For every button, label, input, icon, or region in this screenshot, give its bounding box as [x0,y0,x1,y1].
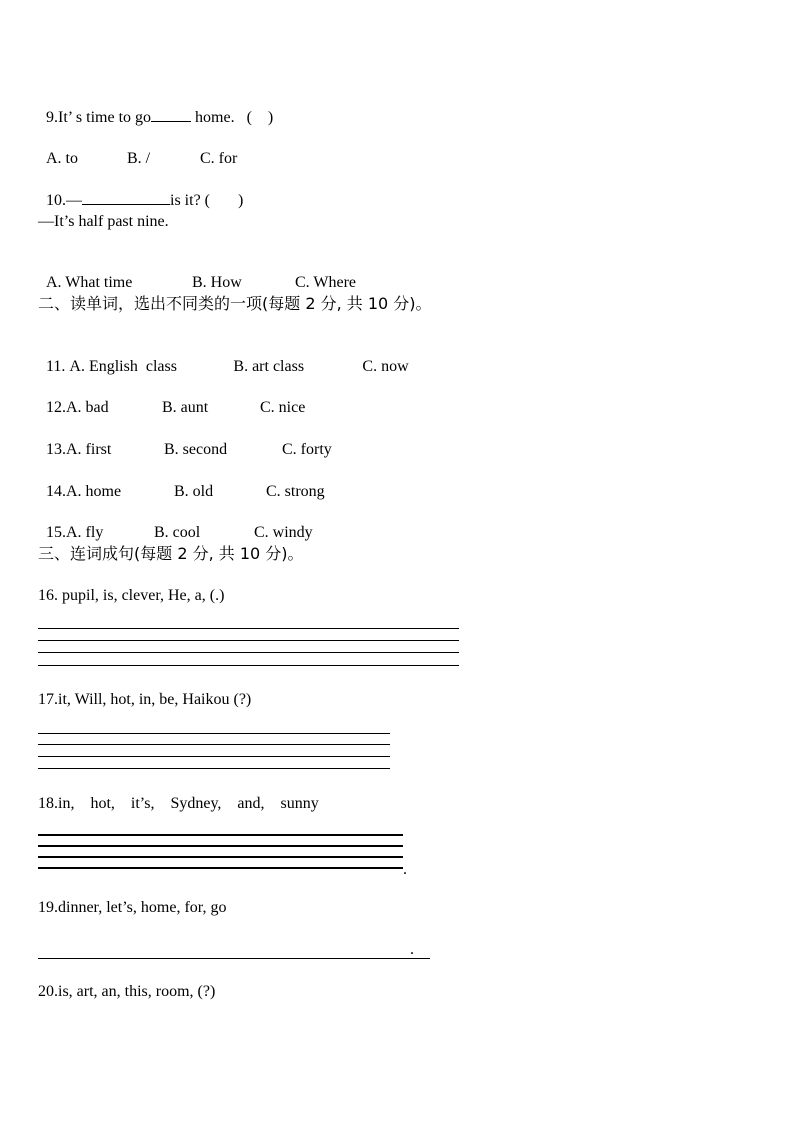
q14-option-a: A. home [66,483,122,500]
question-9 [38,87,273,128]
q12-number: 12. [46,399,66,416]
question-20: 20.is, art, an, this, room, (?) [38,983,216,1000]
q9-option-c: C. for [200,150,238,167]
question-19: 19.dinner, let’s, home, for, go [38,899,227,916]
q18-answer-line-3[interactable] [38,856,403,858]
q10-stem-start: 10.— [46,192,82,209]
q17-answer-line-2[interactable] [38,744,390,745]
q10-stem-end: is it? ( ) [170,192,244,209]
q12-option-a: A. bad [66,399,109,416]
q11-number: 11. [46,358,70,375]
q12-option-c: C. nice [260,399,306,416]
q19-answer-line[interactable] [38,958,430,959]
q9-stem-end: home. ( ) [191,109,274,126]
q9-option-b: B. / [127,150,151,167]
question-13 [38,420,332,460]
q13-number: 13. [46,441,66,458]
q14-option-b: B. old [174,483,214,500]
q10-option-c: C. Where [295,274,357,291]
q9-stem-start: 9.It’ s time to go [46,109,152,126]
q15-option-c: C. windy [254,524,313,541]
q17-answer-line-1[interactable] [38,733,390,734]
question-15 [38,503,313,543]
q14-option-c: C. strong [266,483,325,500]
question-12 [38,378,305,418]
q10-blank[interactable] [82,190,170,205]
section-2-heading: 二、读单词，选出不同类的一项(每题 2 分, 共 10 分)。 [38,294,432,313]
q18-period: . [403,861,407,878]
q19-period: . [410,941,414,958]
section-3-heading: 三、连词成句(每题 2 分, 共 10 分)。 [38,544,304,563]
q13-option-b: B. second [164,441,228,458]
q14-number: 14. [46,483,66,500]
q16-answer-line-1[interactable] [38,628,459,629]
question-18: 18.in, hot, it’s, Sydney, and, sunny [38,795,319,812]
question-17: 17.it, Will, hot, in, be, Haikou (?) [38,691,252,708]
question-14 [38,462,325,502]
q11-option-a: A. English class [69,358,177,375]
q17-answer-line-3[interactable] [38,756,390,757]
q9-blank[interactable] [151,107,191,122]
q9-options [38,129,237,169]
q15-option-a: A. fly [66,524,104,541]
q16-answer-line-4[interactable] [38,665,459,666]
question-11 [38,337,409,377]
q18-answer-line-4[interactable] [38,867,403,869]
q15-number: 15. [46,524,66,541]
q16-answer-line-3[interactable] [38,652,459,653]
question-16: 16. pupil, is, clever, He, a, (.) [38,587,225,604]
q11-option-c: C. now [362,358,409,375]
q13-option-c: C. forty [282,441,332,458]
q16-answer-line-2[interactable] [38,640,459,641]
q10-option-a: A. What time [46,274,133,291]
q9-option-a: A. to [46,150,78,167]
q10-answer-line: —It’s half past nine. [38,213,169,230]
q10-options [38,253,356,293]
q10-option-b: B. How [192,274,242,291]
q15-option-b: B. cool [154,524,201,541]
question-10 [38,170,243,211]
q18-answer-line-1[interactable] [38,834,403,836]
q13-option-a: A. first [66,441,112,458]
q12-option-b: B. aunt [162,399,209,416]
q11-option-b: B. art class [233,358,305,375]
q17-answer-line-4[interactable] [38,768,390,769]
q18-answer-line-2[interactable] [38,845,403,847]
